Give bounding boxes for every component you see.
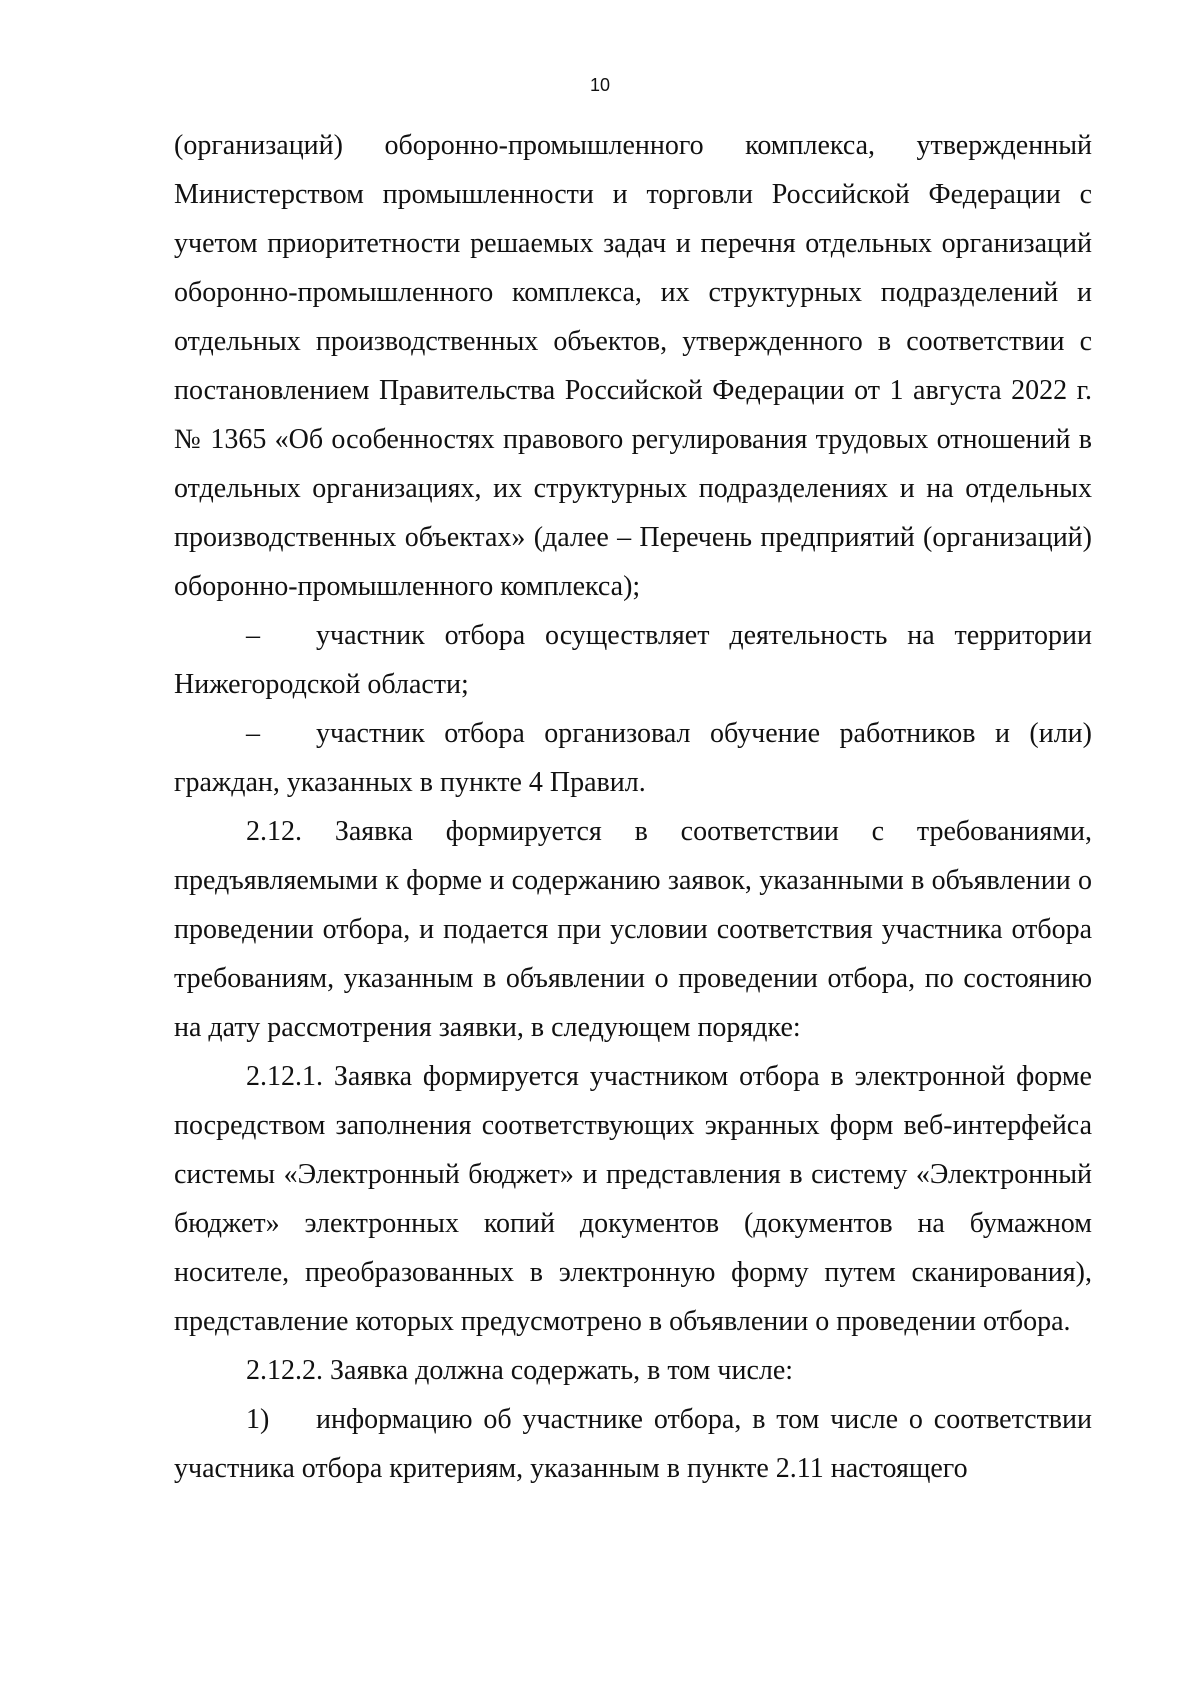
number-marker: 1) [246, 1404, 270, 1435]
document-body [174, 121, 1092, 1493]
page-number: 10 [589, 75, 611, 95]
paragraph-continuation: (организаций) оборонно-промышленного комплекса, утвержденный Министерством промышленности и торговли Российской Федерации с учетом приоритетности решаемых задач и перечня отдельных организаций оборонно-промышленного комплекса, их структурных подразделений и отдельных производственных объектов, утвержденного в соответствии с постановлением Правительства Российской Федерации от 1 августа 2022 г. № 1365 «Об особенностях правового регулирования трудовых отношений в отдельных организациях, их структурных подразделениях и на отдельных производственных объектах» (далее – Перечень предприятий (организаций) оборонно-промышленного комплекса); [174, 130, 1092, 602]
paragraph-2-12-1: 2.12.1. Заявка формируется участником отбора в электронной форме посредством заполнения соответствующих экранных форм веб-интерфейса системы «Электронный бюджет» и представления в систему «Электронный бюджет» электронных копий документов (документов на бумажном носителе, преобразованных в электронную форму путем сканирования), представление которых предусмотрено в объявлении о проведении отбора. [174, 1061, 1092, 1337]
list-item-dash-2 [174, 709, 1092, 807]
dash-marker: – [246, 718, 260, 749]
list-item-text: информацию об участнике отбора, в том числе о соответствии участника отбора критериям, указанным в пункте 2.11 настоящего [174, 1404, 1092, 1484]
paragraph-2-12: 2.12. Заявка формируется в соответствии с требованиями, предъявляемыми к форме и содержанию заявок, указанными в объявлении о проведении отбора, и подается при условии соответствия участника отбора требованиям, указанным в объявлении о проведении отбора, по состоянию на дату рассмотрения заявки, в следующем порядке: [174, 816, 1092, 1043]
dash-marker: – [246, 620, 260, 651]
list-item-numbered-1 [174, 1395, 1092, 1493]
list-item-text: участник отбора осуществляет деятельность на территории Нижегородской области; [174, 620, 1092, 700]
list-item-dash-1 [174, 611, 1092, 709]
list-item-text: участник отбора организовал обучение работников и (или) граждан, указанных в пункте 4 Правил. [174, 718, 1092, 798]
paragraph-2-12-2: 2.12.2. Заявка должна содержать, в том числе: [246, 1355, 794, 1386]
